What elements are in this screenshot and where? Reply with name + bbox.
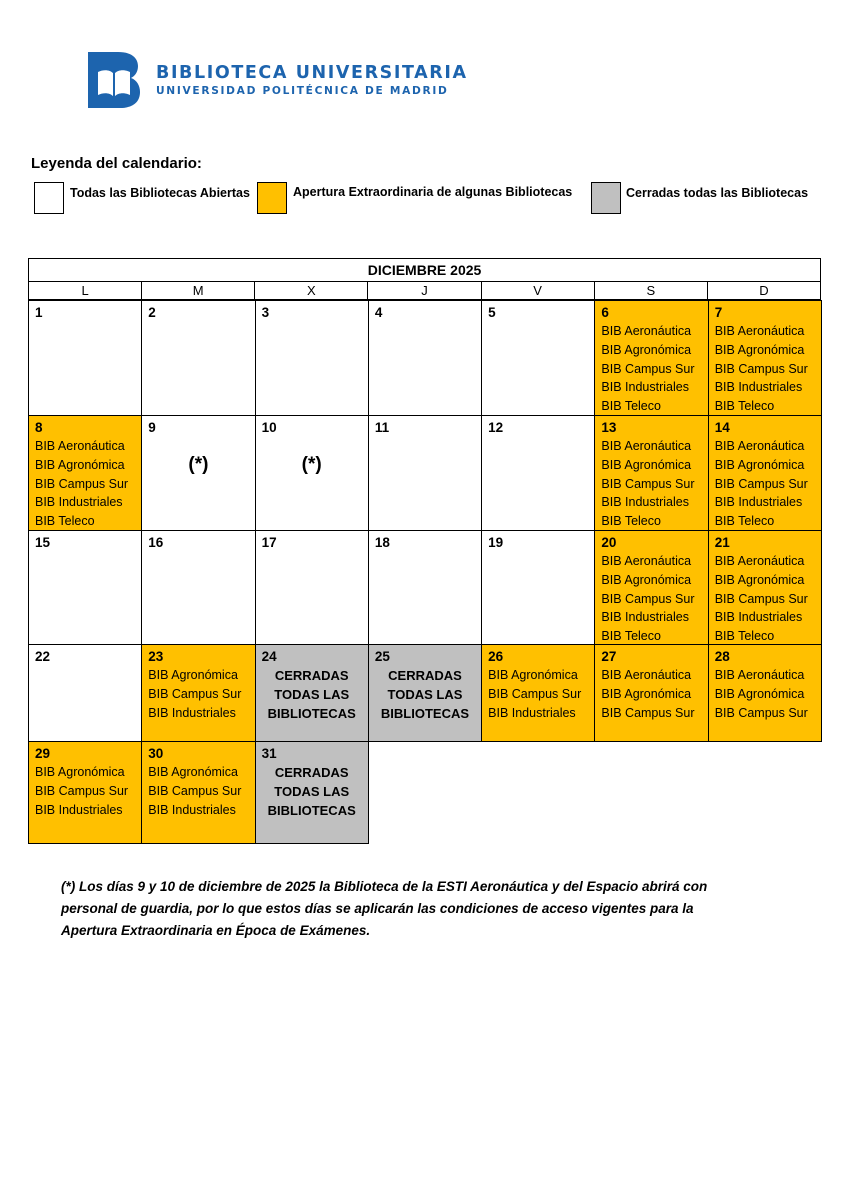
library-name: BIB Agronómica xyxy=(714,457,805,472)
library-name: BIB Agronómica xyxy=(601,572,692,587)
closed-notice: TODAS LAS xyxy=(387,687,463,702)
day-cell-20 xyxy=(594,530,708,645)
weekday-l: L xyxy=(29,282,142,299)
day-cell-3 xyxy=(255,300,369,416)
library-name: BIB Campus Sur xyxy=(35,783,129,798)
library-name: BIB Agronómica xyxy=(714,686,805,701)
day-number: 24 xyxy=(261,649,277,664)
library-name: BIB Teleco xyxy=(601,399,661,414)
day-number: 13 xyxy=(601,420,617,435)
library-name: BIB Industriales xyxy=(601,380,689,395)
day-cell-28 xyxy=(708,644,822,742)
day-cell-29 xyxy=(28,741,142,844)
footnote: (*) Los días 9 y 10 de diciembre de 2025 la Biblioteca de la ESTI Aeronáutica y del Espacio abrirá con personal de guardia, por lo que estos días se aplicarán las condiciones de acceso vigentes para la Apertura Extraordinaria en Época de Exámenes. xyxy=(61,879,708,938)
day-number: 17 xyxy=(261,535,277,550)
day-cell-4 xyxy=(368,300,482,416)
day-cell-24 xyxy=(255,644,369,742)
weekday-j: J xyxy=(368,282,481,299)
legend-title: Leyenda del calendario: xyxy=(31,155,202,172)
library-name: BIB Industriales xyxy=(714,610,803,625)
day-cell-7 xyxy=(708,300,822,416)
library-name: BIB Campus Sur xyxy=(35,476,129,491)
weekday-x: X xyxy=(255,282,368,299)
day-cell-15 xyxy=(28,530,142,645)
day-cell-5 xyxy=(481,300,595,416)
day-number: 18 xyxy=(374,535,390,550)
library-name: BIB Agronómica xyxy=(148,765,238,779)
day-cell-9 xyxy=(141,415,255,531)
library-name: BIB Aeronáutica xyxy=(714,439,805,453)
library-name: BIB Campus Sur xyxy=(148,686,242,701)
day-number: 26 xyxy=(488,649,504,664)
day-number: 14 xyxy=(714,420,730,435)
day-number: 15 xyxy=(35,535,51,550)
closed-notice: BIBLIOTECAS xyxy=(267,803,356,818)
closed-notice: TODAS LAS xyxy=(274,784,350,799)
day-number: 2 xyxy=(148,305,156,320)
footnote-marker: (*) xyxy=(301,454,322,475)
book-logo-icon xyxy=(88,52,140,108)
closed-notice: CERRADAS xyxy=(388,668,462,683)
footnote-marker: (*) xyxy=(188,454,209,475)
library-name: BIB Agronómica xyxy=(35,457,125,472)
library-name: BIB Teleco xyxy=(601,514,661,529)
day-number: 11 xyxy=(374,420,390,435)
closed-notice: CERRADAS xyxy=(274,765,349,780)
library-name: BIB Teleco xyxy=(714,514,775,529)
library-name: BIB Aeronáutica xyxy=(714,324,805,338)
library-name: BIB Aeronáutica xyxy=(601,554,692,568)
weekday-d: D xyxy=(759,283,769,298)
day-cell-8 xyxy=(28,415,142,531)
logo-subtitle: UNIVERSIDAD POLITÉCNICA DE MADRID xyxy=(156,85,449,97)
library-name: BIB Aeronáutica xyxy=(601,324,692,338)
day-number: 27 xyxy=(601,649,617,664)
library-name: BIB Aeronáutica xyxy=(714,668,805,682)
library-name: BIB Aeronáutica xyxy=(601,439,692,453)
library-name: BIB Industriales xyxy=(601,610,689,625)
day-cell-26 xyxy=(481,644,595,742)
closed-notice: CERRADAS xyxy=(274,668,349,683)
library-name: BIB Agronómica xyxy=(601,457,692,472)
day-cell-19 xyxy=(481,530,595,645)
library-name: BIB Agronómica xyxy=(35,765,125,779)
day-number: 31 xyxy=(261,746,277,761)
closed-notice: TODAS LAS xyxy=(274,687,350,702)
library-name: BIB Campus Sur xyxy=(714,591,808,606)
day-cell-18 xyxy=(368,530,482,645)
library-name: BIB Industriales xyxy=(714,495,803,510)
calendar-december xyxy=(28,258,821,843)
weekday-m: M xyxy=(142,282,255,299)
library-name: BIB Campus Sur xyxy=(148,783,242,798)
legend-closed-label: Cerradas todas las Bibliotecas xyxy=(626,186,809,200)
library-name: BIB Teleco xyxy=(601,629,661,644)
library-name: BIB Campus Sur xyxy=(601,591,695,606)
library-name: BIB Agronómica xyxy=(714,342,805,357)
library-name: BIB Campus Sur xyxy=(714,361,808,376)
day-number: 5 xyxy=(488,305,496,320)
day-number: 8 xyxy=(35,420,43,435)
legend-extra-swatch xyxy=(257,182,287,214)
library-name: BIB Industriales xyxy=(148,802,236,817)
library-name: BIB Campus Sur xyxy=(601,476,695,491)
library-name: BIB Agronómica xyxy=(488,668,578,682)
day-cell-17 xyxy=(255,530,369,645)
library-name: BIB Teleco xyxy=(35,514,95,529)
university-library-logo xyxy=(88,52,508,112)
library-name: BIB Industriales xyxy=(714,380,803,395)
day-number: 19 xyxy=(488,535,504,550)
library-name: BIB Aeronáutica xyxy=(35,439,125,453)
day-cell-11 xyxy=(368,415,482,531)
library-name: BIB Agronómica xyxy=(601,686,692,701)
library-name: BIB Agronómica xyxy=(714,572,805,587)
library-name: BIB Campus Sur xyxy=(488,686,582,701)
library-name: BIB Industriales xyxy=(601,495,689,510)
day-number: 30 xyxy=(148,746,164,761)
legend-extra-label: Apertura Extraordinaria de algunas Bibliotecas xyxy=(293,185,573,199)
day-number: 25 xyxy=(374,649,390,664)
logo-title: BIBLIOTECA UNIVERSITARIA xyxy=(156,63,468,83)
day-number: 21 xyxy=(714,535,730,550)
day-cell-16 xyxy=(141,530,255,645)
weekday-v: V xyxy=(482,282,595,299)
library-name: BIB Industriales xyxy=(148,705,236,720)
weekday-header xyxy=(28,281,821,300)
library-name: BIB Teleco xyxy=(714,399,775,414)
day-number: 10 xyxy=(261,420,277,435)
day-cell-22 xyxy=(28,644,142,742)
library-name: BIB Campus Sur xyxy=(601,361,695,376)
day-cell-23 xyxy=(141,644,255,742)
legend-open-label: Todas las Bibliotecas Abiertas xyxy=(70,186,250,200)
day-number: 12 xyxy=(488,420,504,435)
day-number: 20 xyxy=(601,535,617,550)
day-number: 9 xyxy=(148,420,156,435)
library-name: BIB Campus Sur xyxy=(601,705,695,720)
library-name: BIB Campus Sur xyxy=(714,705,808,720)
day-number: 16 xyxy=(148,535,164,550)
library-name: BIB Campus Sur xyxy=(714,476,808,491)
day-cell-2 xyxy=(141,300,255,416)
day-cell-12 xyxy=(481,415,595,531)
legend-open-swatch xyxy=(34,182,64,214)
calendar-title: DICIEMBRE 2025 xyxy=(28,258,821,281)
day-cell-14 xyxy=(708,415,822,531)
closed-notice: BIBLIOTECAS xyxy=(380,706,470,721)
day-number: 3 xyxy=(261,305,270,320)
library-name: BIB Industriales xyxy=(35,495,123,510)
day-number: 28 xyxy=(714,649,730,664)
day-number: 22 xyxy=(35,649,51,664)
library-name: BIB Agronómica xyxy=(601,342,692,357)
day-cell-13 xyxy=(594,415,708,531)
day-cell-6 xyxy=(594,300,708,416)
day-number: 4 xyxy=(374,305,383,320)
day-number: 29 xyxy=(35,746,51,761)
day-cell-27 xyxy=(594,644,708,742)
library-name: BIB Aeronáutica xyxy=(601,668,692,682)
library-name: BIB Agronómica xyxy=(148,668,238,682)
day-cell-21 xyxy=(708,530,822,645)
day-cell-31 xyxy=(255,741,369,844)
legend-closed-swatch xyxy=(591,182,621,214)
library-name: BIB Industriales xyxy=(35,802,123,817)
closed-notice: BIBLIOTECAS xyxy=(267,706,356,721)
day-number: 23 xyxy=(148,649,164,664)
day-number: 7 xyxy=(714,305,723,320)
day-cell-30 xyxy=(141,741,255,844)
weekday-s: S xyxy=(595,282,708,299)
day-cell-25 xyxy=(368,644,482,742)
library-name: BIB Aeronáutica xyxy=(714,554,805,568)
day-cell-1 xyxy=(28,300,142,416)
day-cell-10 xyxy=(255,415,369,531)
day-number: 6 xyxy=(601,305,609,320)
library-name: BIB Teleco xyxy=(714,629,775,644)
library-name: BIB Industriales xyxy=(488,705,576,720)
day-number: 1 xyxy=(35,305,43,320)
